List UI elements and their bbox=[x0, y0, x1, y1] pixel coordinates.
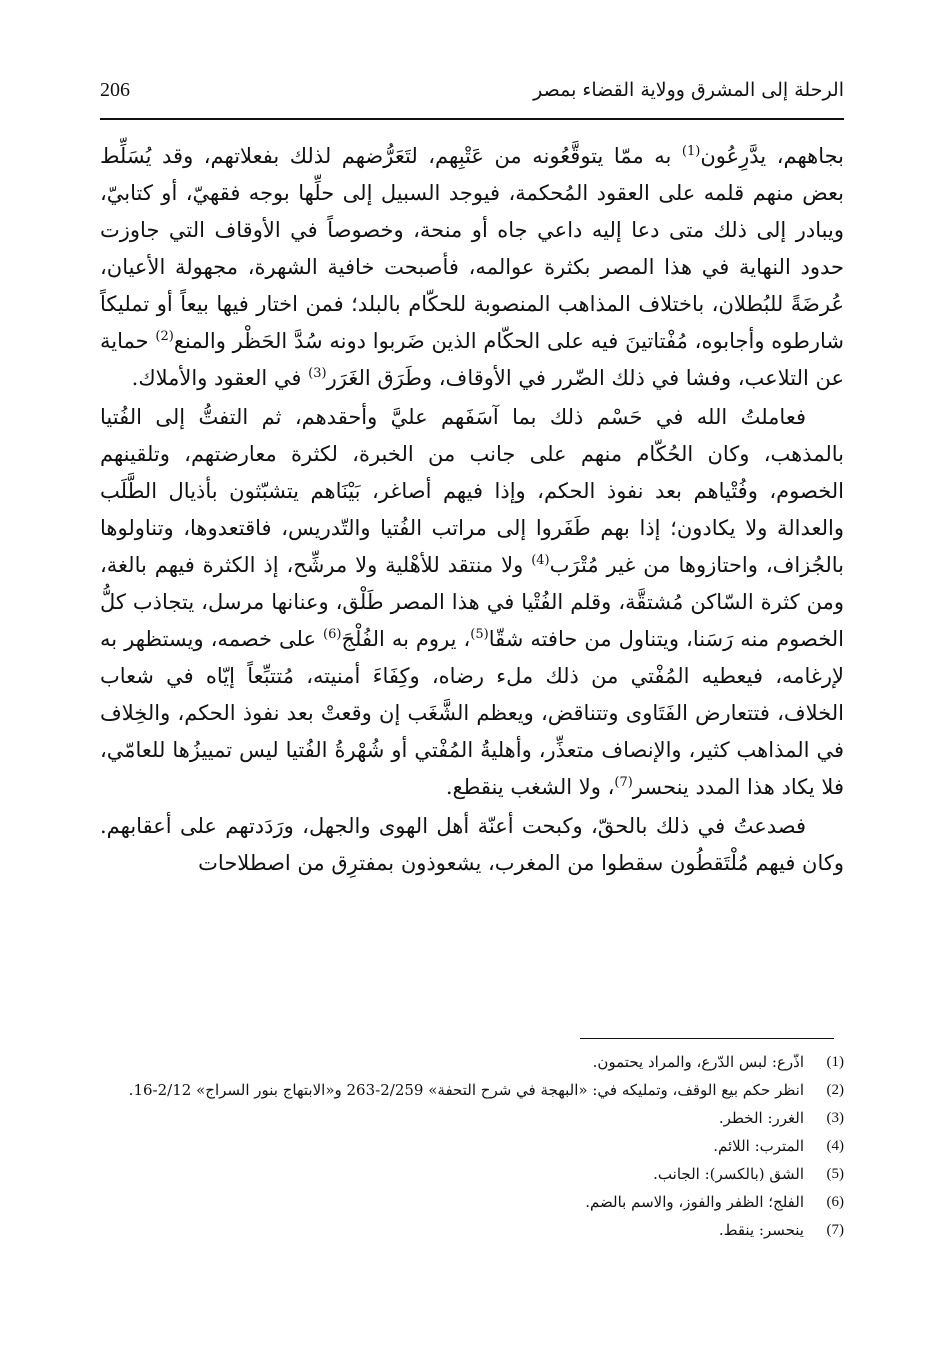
text-run: به ممّا يتوقَّعُونه من عَتْبِهم، لتَعَرُّضهم لذلك بفعلاتهم، وقد يُسَلِّط بعض منهم قلمه على العقود المُحكمة، فيوجد السبيل إلى حلِّها بوجه فقهيّ، أو كتابيّ، ويبادر إلى ذلك متى دعا إليه داعي جاه أو منحة، وخصوصاً في الأوقاف التي جاوزت حدود النهاية في هذا المصر بكثرة عوالمه، فأصبحت خافية الشهرة، مجهولة الأعيان، عُرضَةً للبُطلان، باختلاف المذاهب المنصوبة للحكّام بالبلد؛ فمن اختار فيها بيعاً أو تمليكاً شارطوه وأجابوه، مُفْتاتينَ فيه على الحكّام الذين ضَربوا دونه سُدَّ الحَظْر والمنع bbox=[100, 144, 844, 353]
text-run: في العقود والأملاك. bbox=[131, 366, 309, 390]
footnote-text: انظر حكم بيع الوقف، وتمليكه في: «البهجة في شرح التحفة» 2/259-263 و«الابتهاج بنور السراج» 2/12-16. bbox=[128, 1081, 804, 1099]
body-text bbox=[100, 138, 844, 882]
text-run: حماية عن التلاعب، وفشا في ذلك الضّرر في الأوقاف، وطَرَق الغَرَر bbox=[100, 329, 844, 390]
footnote-item bbox=[100, 1160, 844, 1188]
footnote-ref[interactable]: (1) bbox=[681, 144, 701, 159]
text-run: فصدعتُ في ذلك بالحقّ، وكبحت أعنّة أهل الهوى والجهل، ورَدَدتهم على أعقابهم. وكان فيهم مُلْتَقطُون سقطوا من المغرب، يشعوذون بمفترِق من اصطلاحات bbox=[100, 814, 844, 875]
paragraph-2 bbox=[100, 399, 844, 806]
footnote-item bbox=[100, 1132, 844, 1160]
footnote-number: (6) bbox=[826, 1194, 844, 1210]
footnote-text: ينحسر: ينقط. bbox=[718, 1221, 804, 1239]
footnote-ref[interactable]: (5) bbox=[470, 627, 489, 642]
footnote-text: الشق (بالكسر): الجانب. bbox=[653, 1165, 804, 1183]
footnote-item bbox=[100, 1216, 844, 1244]
text-run: بجاههم، يدَّرِعُون bbox=[700, 144, 845, 168]
running-title: الرحلة إلى المشرق وولاية القضاء بمصر bbox=[533, 79, 844, 101]
footnote-number: (1) bbox=[826, 1054, 844, 1070]
footnote-divider bbox=[580, 1038, 834, 1039]
page-number: 206 bbox=[100, 78, 130, 101]
text-run: ، يروم به الفُلْجَ bbox=[341, 627, 471, 651]
paragraph-3 bbox=[100, 808, 844, 882]
text-run: على خصمه، ويستظهر به لإرغامه، فيعطيه المُفْتي من ذلك ملء رضاه، وكِفَاءَ أمنيته، مُتتبِّعاً إيّاه في شعاب الخلاف، فتتعارض الفَتَاوى وتتناقض، ويعظم الشَّغَب إن وقعتْ بعد نفوذ الحكم، والخِلاف في المذاهب كثير، والإنصاف متعذِّر، وأهليةُ المُفْتي أو شُهْرةُ الفُتيا ليس تمييزُها للعامّي، فلا يكاد هذا المدد ينحسر bbox=[100, 627, 844, 799]
footnote-item bbox=[100, 1048, 844, 1076]
footnote-number: (2) bbox=[826, 1082, 844, 1098]
footnote-number: (3) bbox=[826, 1110, 844, 1126]
text-run: ولا منتقد للأهْلية ولا مرشِّح، إذ الكثرة فيهم بالغة، ومن كثرة السّاكن مُشتقَّة، وقلم الفُتْيا في هذا المصر طَلْق، وعنانها مرسل، يتجاذب كلُّ الخصوم منه رَسَنا، ويتناول من حافته شقّا bbox=[100, 553, 844, 651]
footnote-text: الغرر: الخطر. bbox=[718, 1109, 804, 1127]
footnote-number: (5) bbox=[826, 1166, 844, 1182]
footnote-number: (7) bbox=[826, 1222, 844, 1238]
page-header bbox=[100, 70, 844, 110]
footnote-item bbox=[100, 1188, 844, 1216]
footnotes bbox=[100, 1048, 844, 1244]
footnote-number: (4) bbox=[826, 1138, 844, 1154]
header-divider bbox=[100, 118, 844, 120]
footnote-ref[interactable]: (2) bbox=[155, 329, 174, 344]
footnote-ref[interactable]: (4) bbox=[531, 553, 550, 568]
footnote-text: المترب: اللائم. bbox=[713, 1137, 804, 1155]
text-run: ، ولا الشغب ينقطع. bbox=[445, 775, 615, 799]
text-run: فعاملتُ الله في حَسْم ذلك بما آسَفَهم عليَّ وأحقدهم، ثم التفتُّ إلى الفُتيا بالمذهب، وكان الحُكّام منهم على جانب من الخبرة، لكثرة معارضتهم، وتلقينهم الخصوم، وفُتْياهم بعد نفوذ الحكم، وإذا فيهم أصاغر، بَيْنَاهم يتشبّثون بأذيال الطَّلَب والعدالة ولا يكادون؛ إذا بهم طَفَروا إلى مراتب الفُتيا والتّدريس، فاقتعدوها، وتناولوها بالجُزاف، واحتازوها من غير مُتْرَب bbox=[100, 405, 844, 577]
footnote-text: الفلج؛ الظفر والفوز، والاسم بالضم. bbox=[585, 1193, 804, 1211]
footnote-ref[interactable]: (3) bbox=[308, 366, 327, 381]
footnote-item bbox=[100, 1104, 844, 1132]
footnote-item bbox=[100, 1076, 844, 1104]
footnote-ref[interactable]: (6) bbox=[323, 627, 342, 642]
footnote-ref[interactable]: (7) bbox=[614, 775, 633, 790]
paragraph-1 bbox=[100, 138, 844, 397]
footnote-text: اذّرع: لبس الدّرع، والمراد يحتمون. bbox=[592, 1053, 804, 1071]
